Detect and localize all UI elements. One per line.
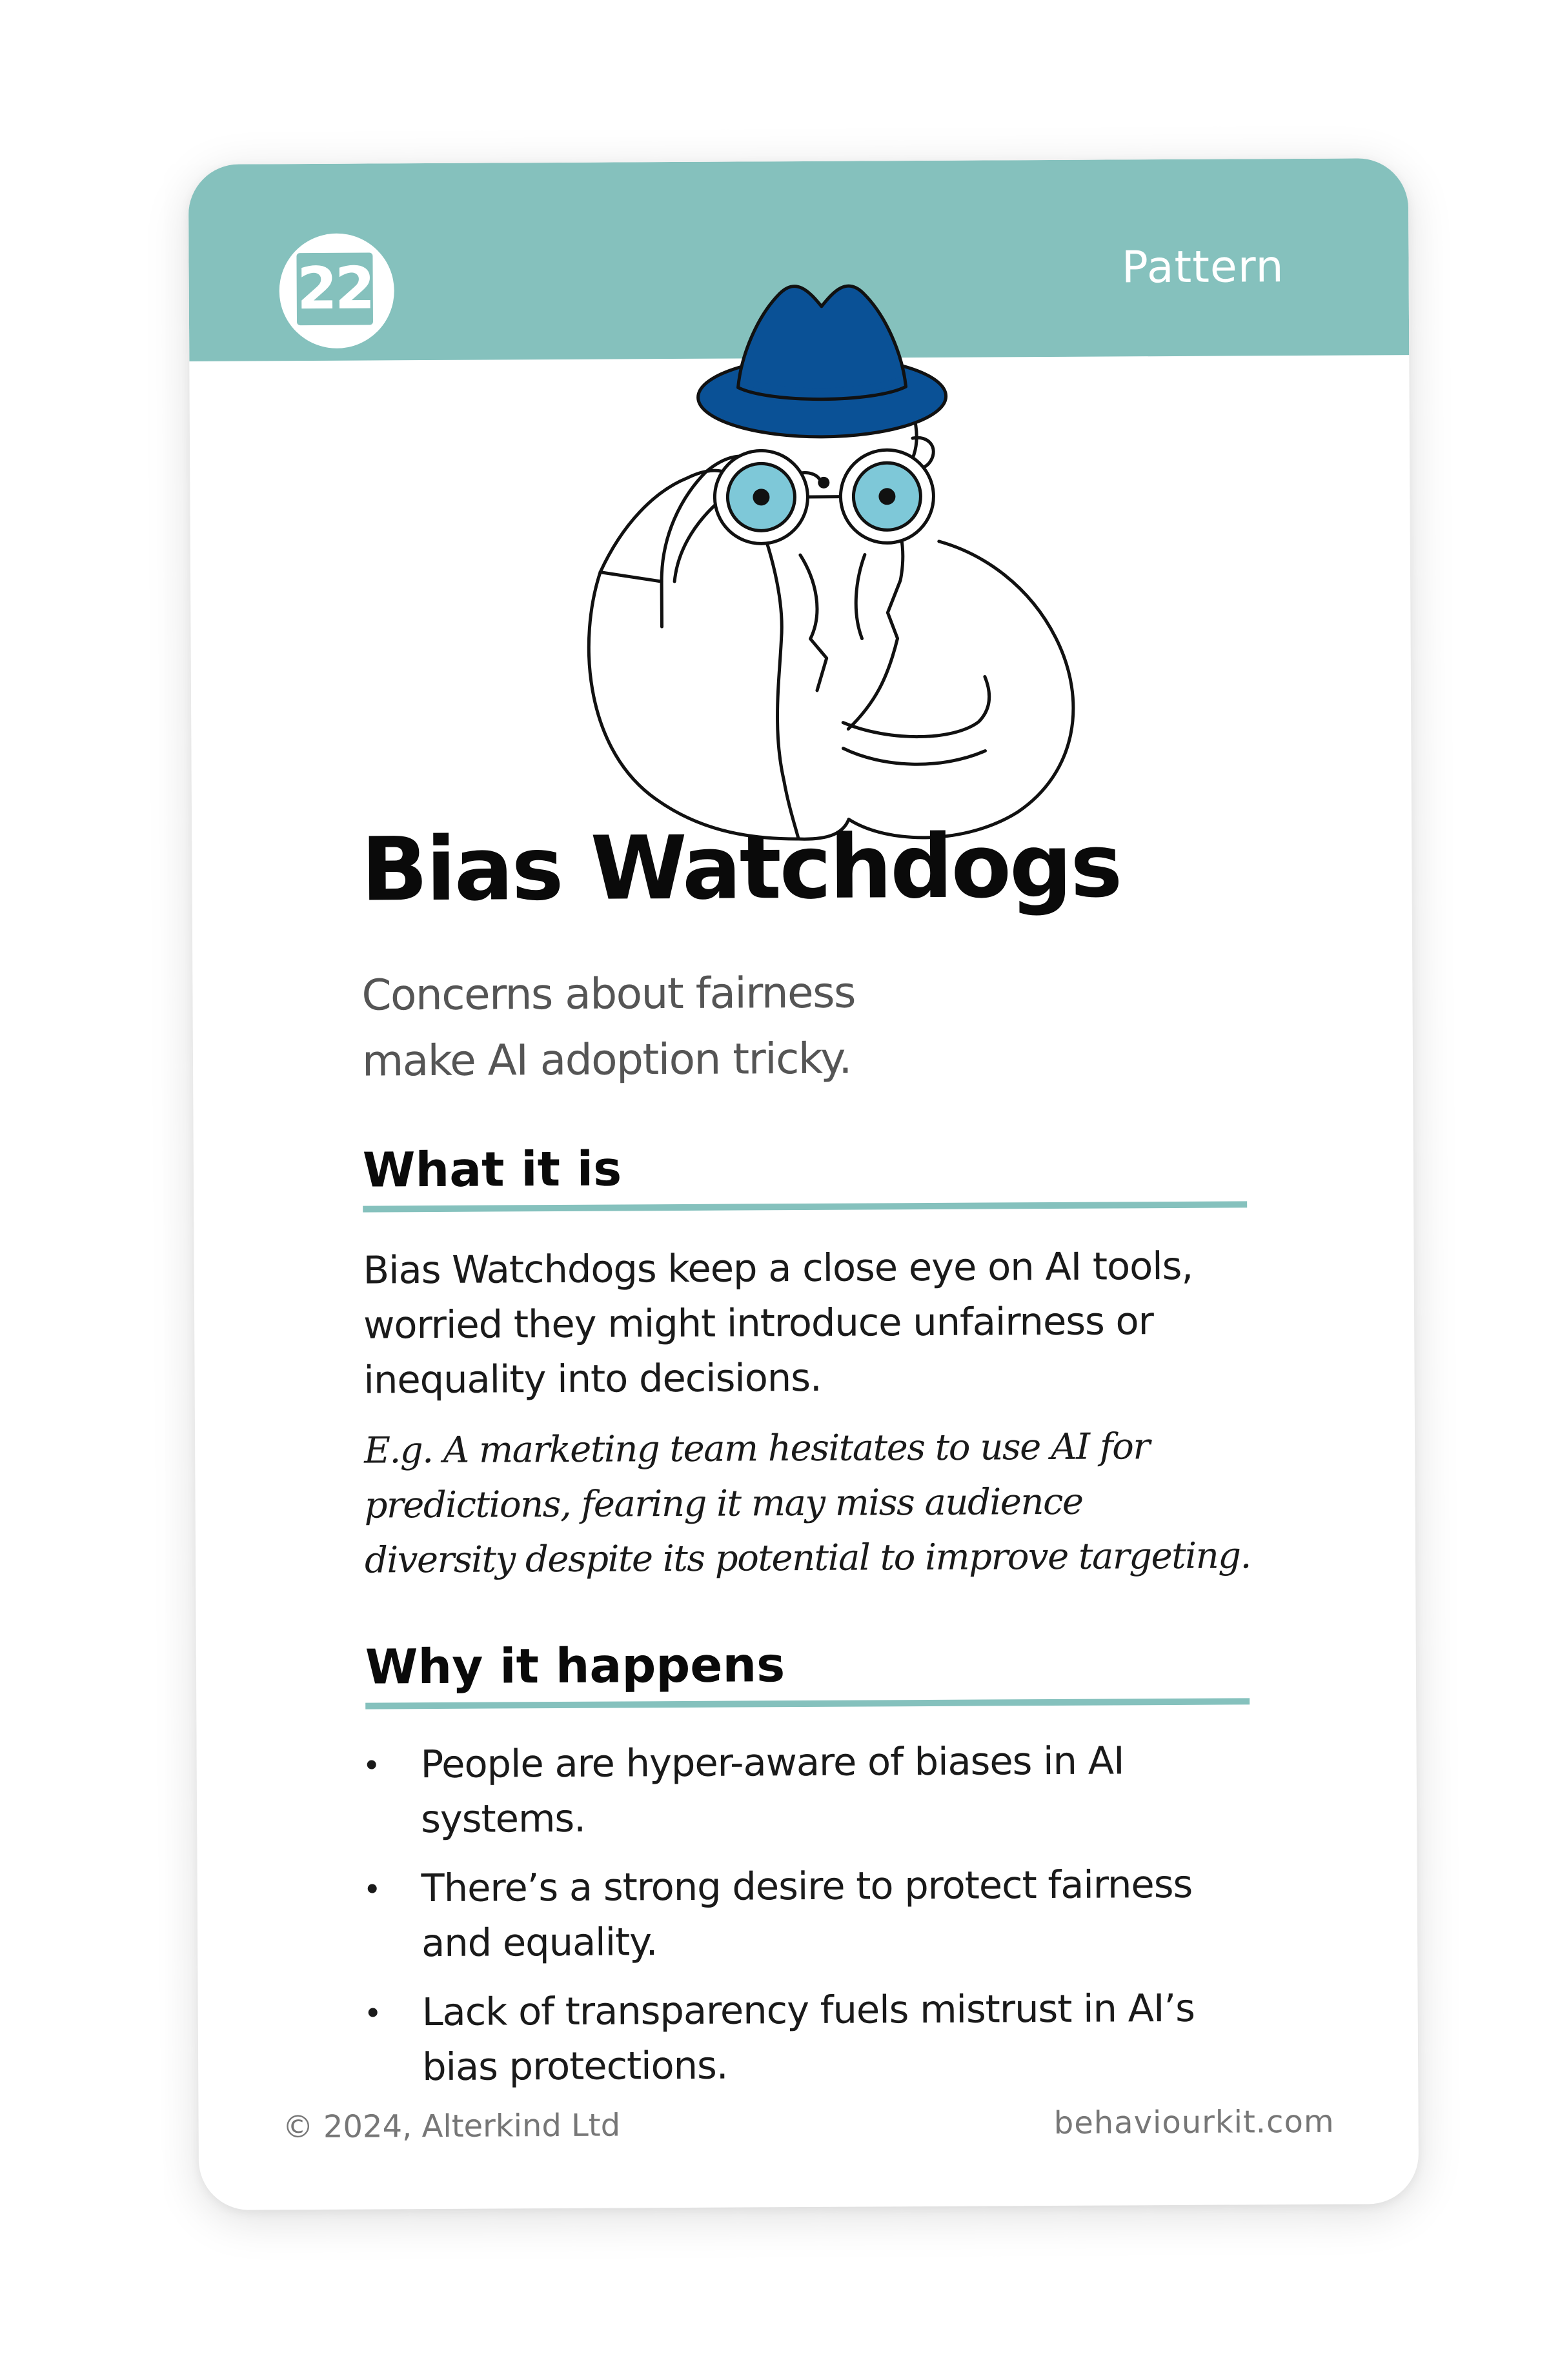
website-link[interactable]: behaviourkit.com [1053, 2103, 1335, 2141]
why-it-happens-list [365, 1732, 1271, 2108]
description-line: worried they might introduce unfairness or [363, 1298, 1154, 1347]
list-item [365, 1732, 1270, 1846]
list-item [366, 1856, 1270, 1970]
list-item-line: Lack of transparency fuels mistrust in AI’s [421, 1985, 1195, 2035]
example-line: E.g. A marketing team hesitates to use AI for [363, 1426, 1149, 1472]
description-line: inequality into decisions. [363, 1355, 822, 1402]
pattern-card [188, 158, 1419, 2210]
bullet-icon [368, 1884, 377, 1893]
subtitle-line: Concerns about fairness [361, 967, 856, 1020]
list-item-line: bias protections. [421, 2042, 728, 2090]
detective-binoculars-icon [538, 276, 1096, 847]
why-it-happens-heading: Why it happens [365, 1633, 1250, 1709]
description-line: Bias Watchdogs keep a close eye on AI tools, [363, 1243, 1193, 1293]
card-subtitle [361, 958, 1201, 1094]
list-item [367, 1980, 1271, 2094]
list-item-line: There’s a strong desire to protect fairness [421, 1861, 1193, 1911]
what-it-is-example [364, 1418, 1255, 1588]
subtitle-line: make AI adoption tricky. [361, 1033, 852, 1086]
list-item-line: systems. [420, 1795, 586, 1842]
bullet-icon [367, 1760, 376, 1769]
copyright-text: © 2024, Alterkind Ltd [282, 2107, 621, 2146]
card-title: Bias Watchdogs [361, 815, 1121, 922]
card-number-badge [279, 233, 394, 348]
example-line: predictions, fearing it may miss audience [364, 1480, 1083, 1527]
list-item-line: People are hyper-aware of biases in AI [420, 1738, 1124, 1787]
what-it-is-description [363, 1238, 1254, 1407]
card-category: Pattern [1121, 241, 1284, 294]
card-number: 22 [296, 252, 373, 325]
bullet-icon [369, 2008, 378, 2017]
what-it-is-heading: What it is [363, 1136, 1248, 1212]
list-item-line: and equality. [421, 1919, 658, 1966]
example-line: diversity despite its potential to improve targeting. [364, 1535, 1251, 1582]
